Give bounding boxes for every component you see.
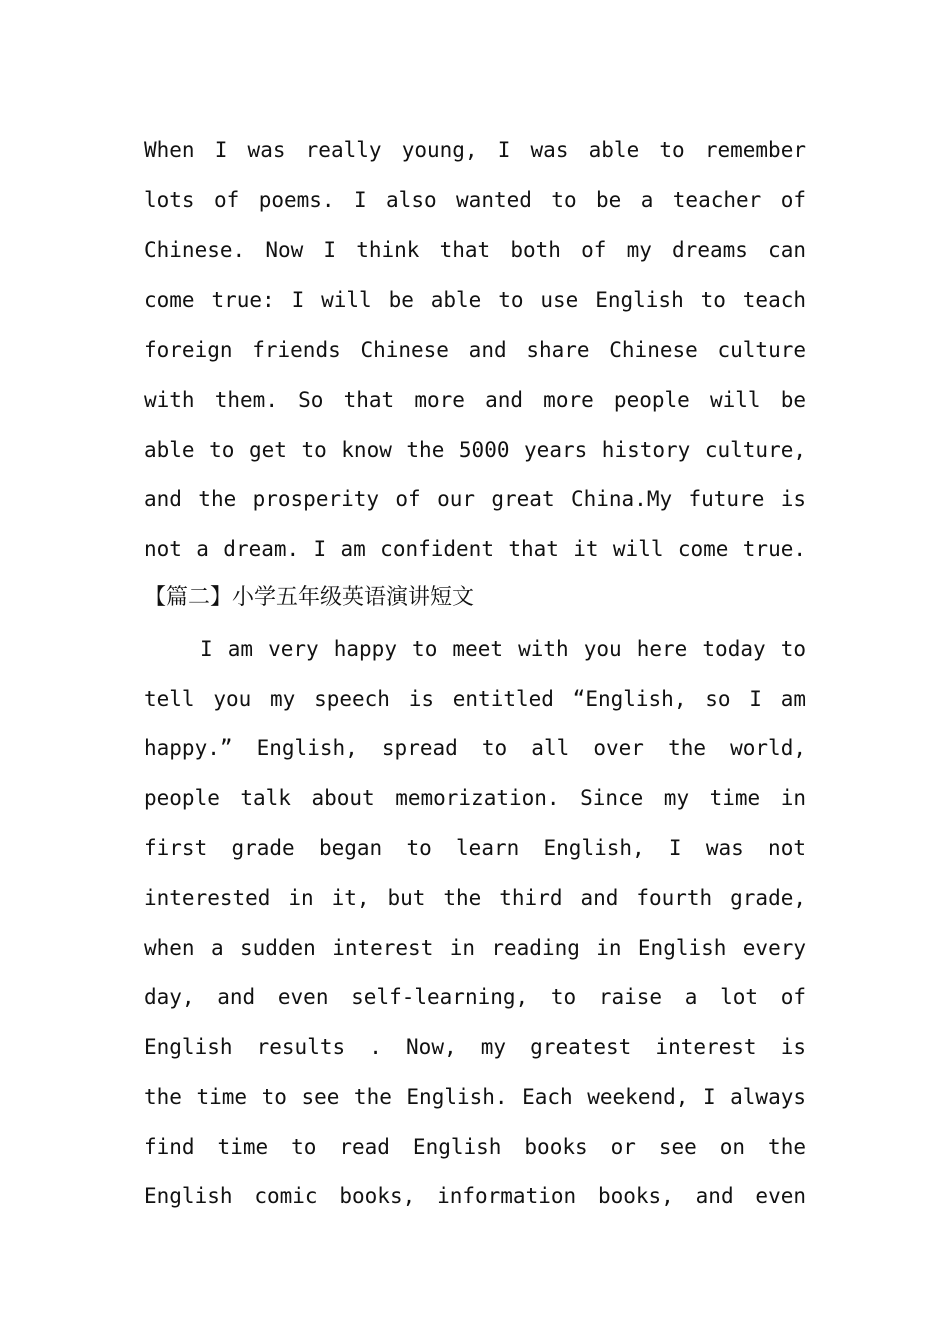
paragraph1-line-2: lots of poems. I also wanted to be a teacher of <box>144 188 806 212</box>
paragraph1-line-8: and the prosperity of our great China.My future is <box>144 487 806 511</box>
paragraph1-line-4: come true: I will be able to use English to teach <box>144 288 806 312</box>
section2-line-6: interested in it, but the third and fourth grade, <box>144 886 806 910</box>
paragraph1-line-5: foreign friends Chinese and share Chinese culture <box>144 338 806 362</box>
section2-line-4: people talk about memorization. Since my time in <box>144 786 806 810</box>
section2-line-10: the time to see the English. Each weekend, I always <box>144 1085 806 1109</box>
paragraph1-line-6: with them. So that more and more people will be <box>144 388 806 412</box>
section2-line-12: English comic books, information books, and even <box>144 1184 806 1208</box>
section2-line-7: when a sudden interest in reading in English every <box>144 936 806 960</box>
section2-line-8: day, and even self-learning, to raise a lot of <box>144 985 806 1009</box>
paragraph1-line-7: able to get to know the 5000 years history culture, <box>144 438 806 462</box>
paragraph1-line-1: When I was really young, I was able to remember <box>144 138 806 162</box>
section2-line-9: English results . Now, my greatest interest is <box>144 1035 806 1059</box>
section2-line-5: first grade began to learn English, I was not <box>144 836 806 860</box>
paragraph1-line-3: Chinese. Now I think that both of my dreams can <box>144 238 806 262</box>
section2-line-2: tell you my speech is entitled “English, so I am <box>144 687 806 711</box>
paragraph1-line-9: not a dream. I am confident that it will come true. <box>144 537 806 561</box>
section2-line-1: I am very happy to meet with you here today to <box>200 637 806 661</box>
section2-line-11: find time to read English books or see on the <box>144 1135 806 1159</box>
section2-line-3: happy.” English, spread to all over the world, <box>144 736 806 760</box>
section2-heading: 【篇二】小学五年级英语演讲短文 <box>144 585 475 610</box>
